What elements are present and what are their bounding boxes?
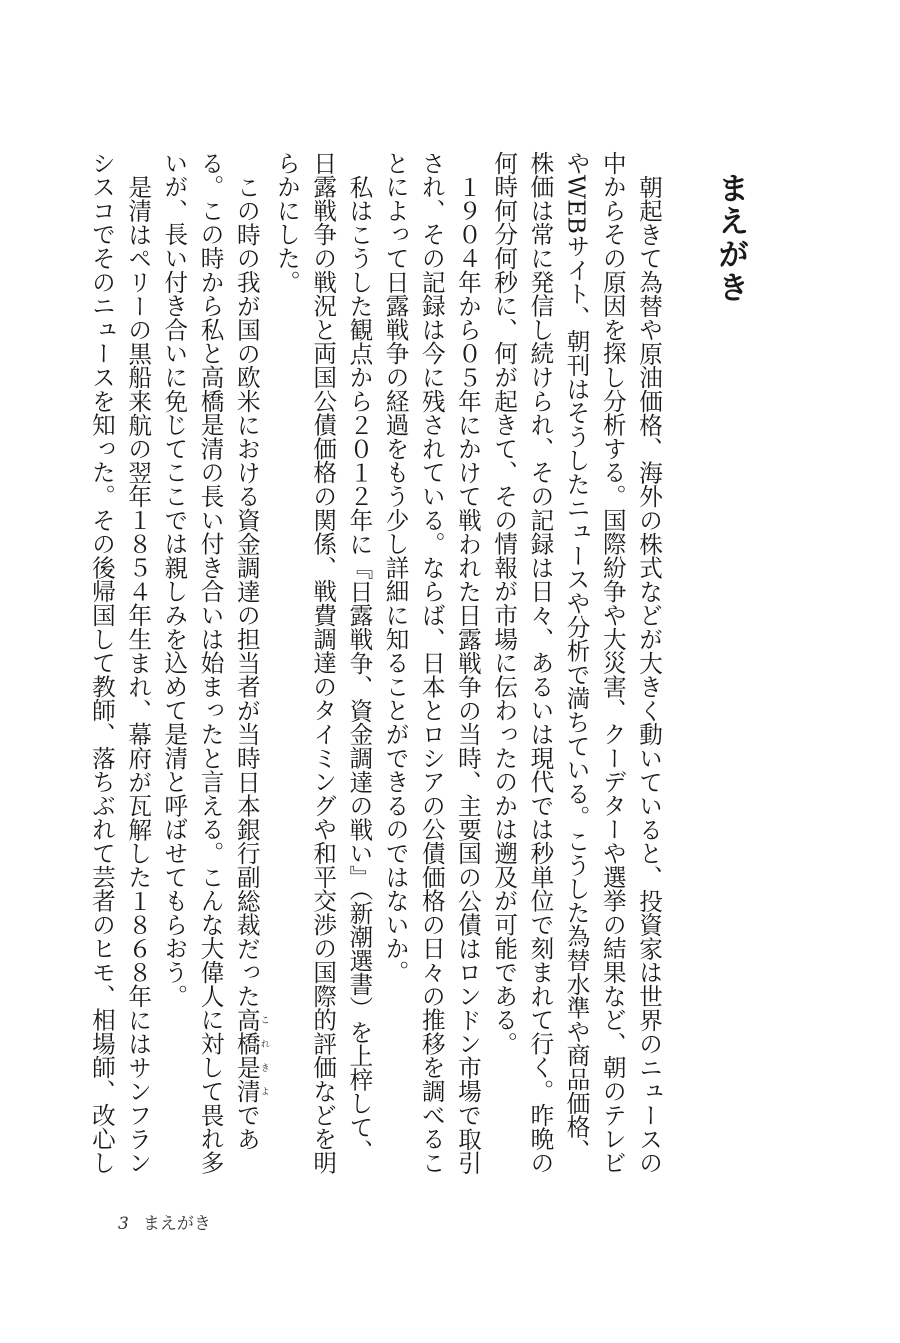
page-footer [118, 1209, 211, 1234]
chapter-title: まえがき [712, 172, 749, 304]
paragraph-4-after: である。この時から私と高橋是清の長い付き合いは始まったと言える。こんな大偉人に対して畏れ多いが、長い付き合いに免じてここでは親しみを込めて是清と呼ばせてもらおう。 [160, 151, 261, 1175]
paragraph-3: 私はこうした観点から２０１２年に『日露戦争、資金調達の戦い』（新潮選書）を上梓して、日露戦争の戦況と両国公債価格の関係、戦費調達のタイミングや和平交渉の国際的評価などを明らかにした。 [272, 151, 374, 1175]
running-title: まえがき [142, 1214, 211, 1234]
ruby-base: 高橋是清 [232, 1007, 261, 1103]
paragraph-5: 是清はペリーの黒船来航の翌年１８５４年生まれ、幕府が瓦解した１８６８年にはサンフランシスコでそのニュースを知った。その後帰国して教師、落ちぶれて芸者のヒモ、相場師、改心し [87, 151, 153, 1175]
ruby-reading: これきよ [258, 1007, 269, 1103]
paragraph-4-before: この時の我が国の欧米における資金調達の担当者が当時日本銀行副総裁だった [232, 174, 261, 1008]
body-text [77, 151, 667, 1181]
paragraph-4 [156, 151, 269, 1181]
paragraph-2: １９０４年から０５年にかけて戦われた日露戦争の当時、主要国の公債はロンドン市場で取引され、その記録は今に残されている。ならば、日本とロシアの公債価格の日々の推移を調べることによって日露戦争の経過をもう少し詳細に知ることができるのではないか。 [381, 151, 482, 1175]
ruby-takahashi-korekiyo [232, 1007, 269, 1103]
page-number: 3 [118, 1214, 129, 1234]
paragraph-1: 朝起きて為替や原油価格、海外の株式などが大きく動いていると、投資家は世界のニュースの中からその原因を探し分析する。国際紛争や大災害、クーデターや選挙の結果など、朝のテレビやWEBサイト、朝刊はそうしたニュースや分析で満ちている。こうした為替水準や商品価格、株価は常に発信し続けられ、その記録は日々、あるいは現代では秒単位で刻まれて行く。昨晩の何時何分何秒に、何が起きて、その情報が市場に伝わったのかは遡及が可能である。 [490, 151, 663, 1175]
